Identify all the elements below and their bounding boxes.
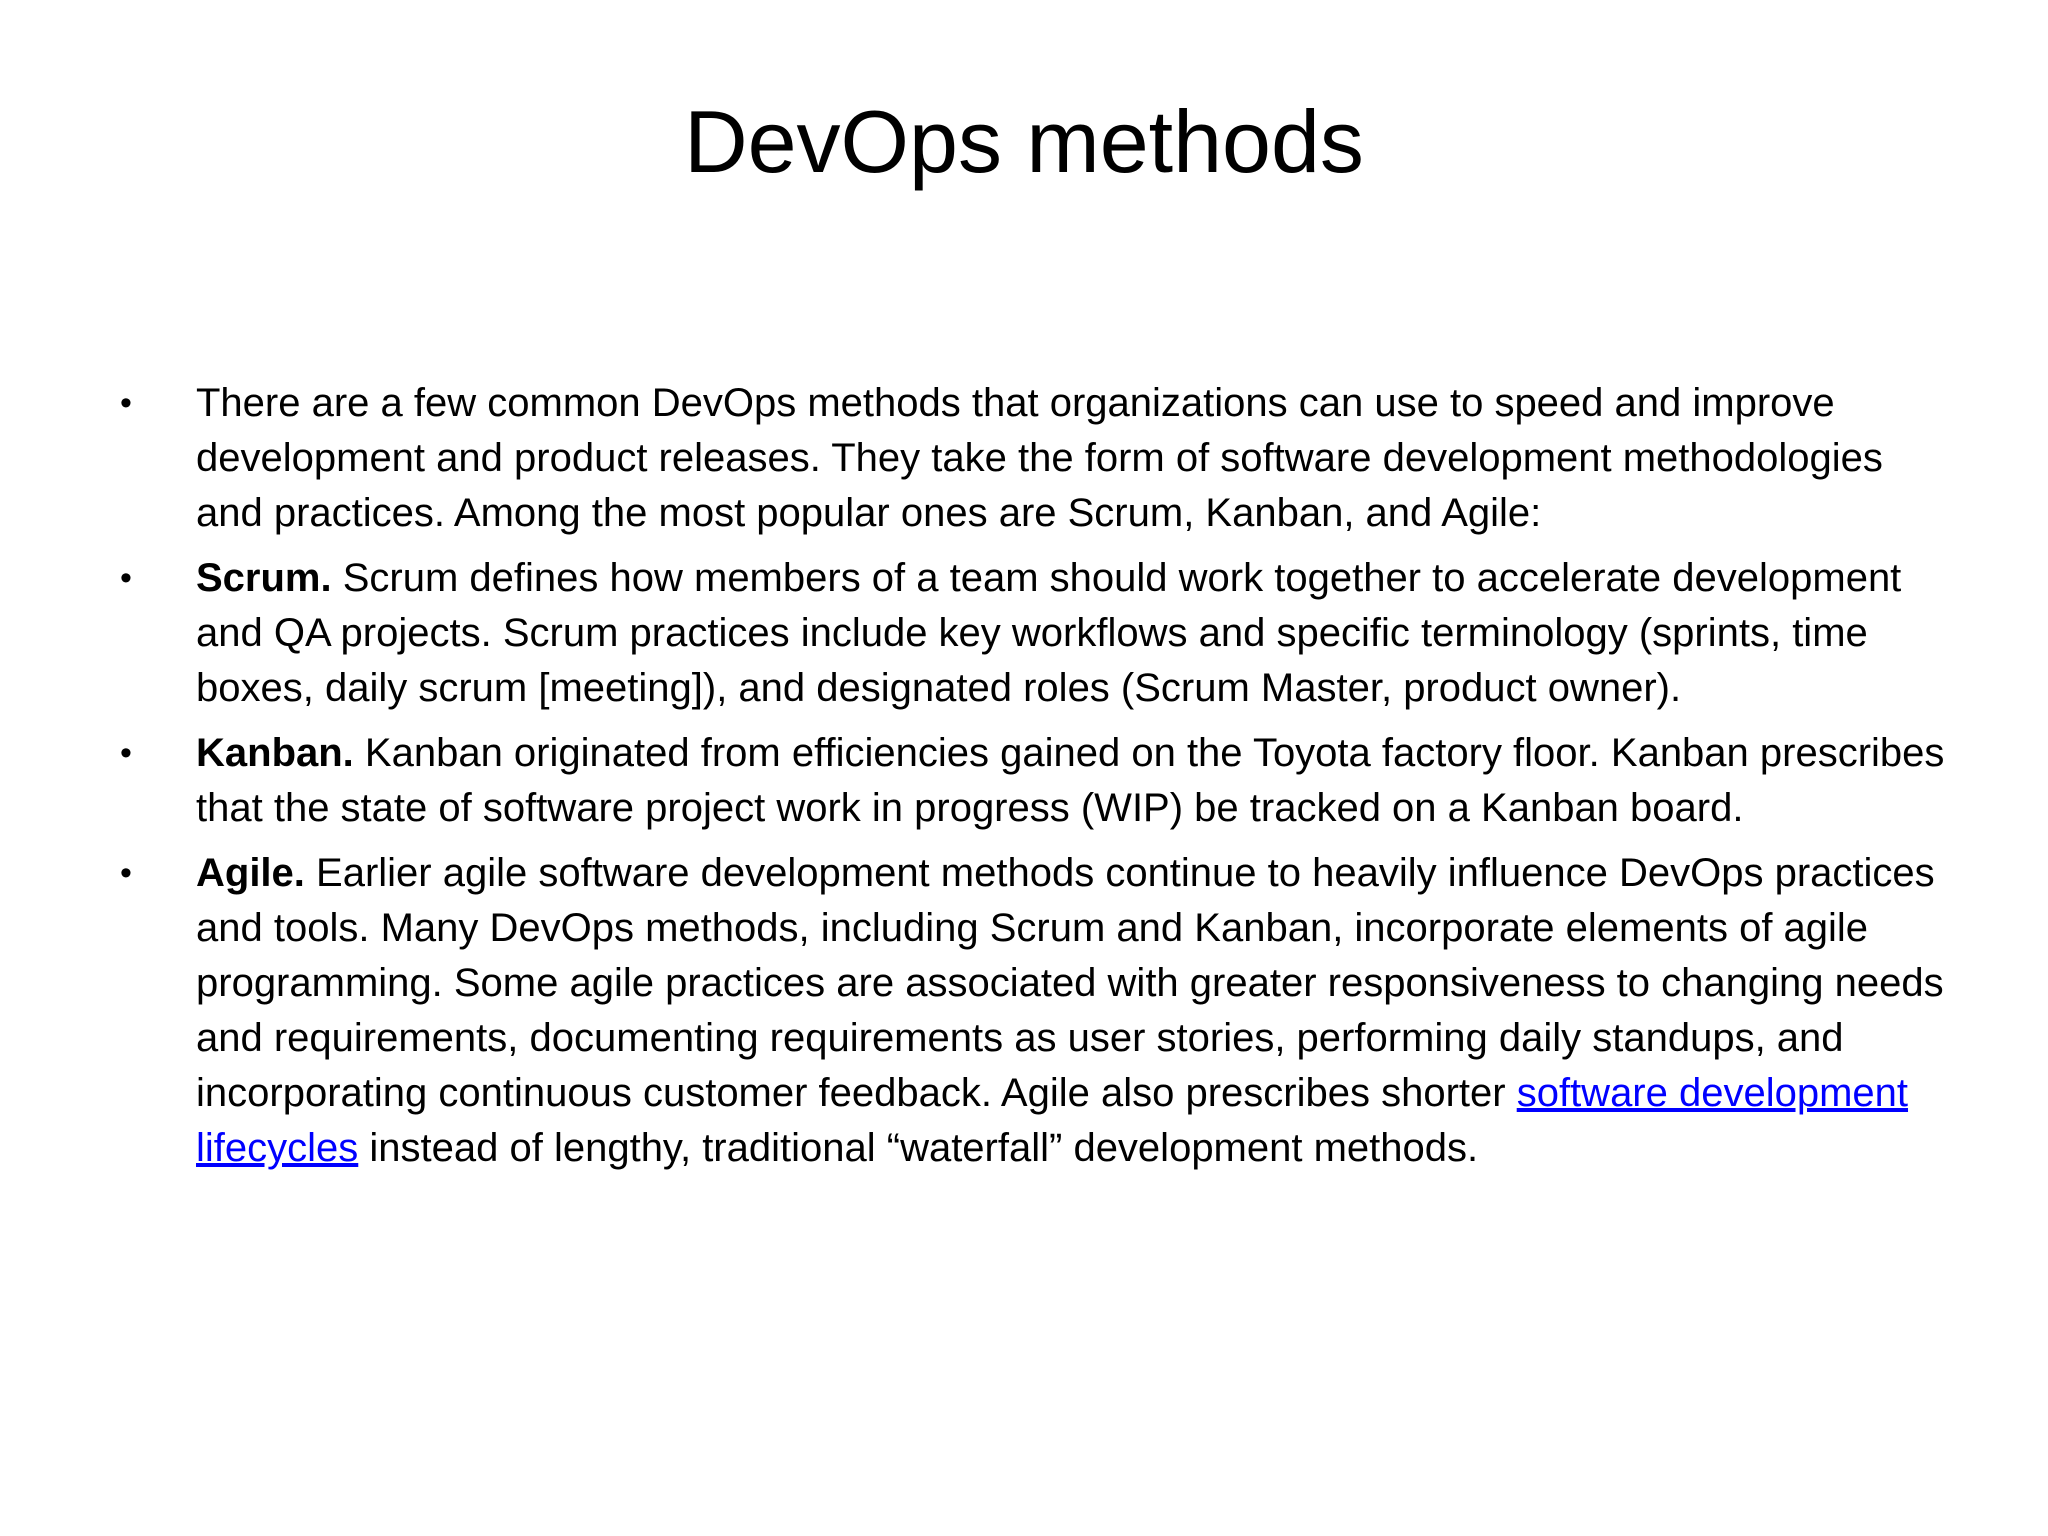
slide-title: DevOps methods [684,92,1364,191]
bullet-intro [120,376,1960,541]
bullet-dot-icon: • [120,384,132,422]
bullet-kanban-term: Kanban. [196,731,354,775]
bullet-scrum [120,551,1960,716]
bullet-intro-text: There are a few common DevOps methods that organizations can use to speed and improve development and product releases. They take the form of software development methodologies and practices. Among the most popular ones are Scrum, Kanban, and Agile: [196,381,1883,535]
bullet-dot-icon: • [120,734,132,772]
sdlc-link[interactable]: software development lifecycles [196,1071,1909,1170]
bullet-kanban-text: Kanban originated from efficiencies gained on the Toyota factory floor. Kanban prescribes that the state of software project work in progress (WIP) be tracked on a Kanban board. [196,731,1945,830]
bullet-scrum-term: Scrum. [196,556,332,600]
bullet-agile-text-before-link: Earlier agile software development methods continue to heavily influence DevOps practices and tools. Many DevOps methods, including Scrum and Kanban, incorporate elements of agile programming. Some agile practices are associated with greater responsiveness to changing needs and requirements, documenting requirements as user stories, performing daily standups, and incorporating continuous customer feedback. Agile also prescribes shorter [196,851,1944,1115]
bullet-kanban [120,726,1960,836]
bullet-agile-term: Agile. [196,851,305,895]
bullet-dot-icon: • [120,559,132,597]
bullet-agile-text-after-link: instead of lengthy, traditional “waterfall” development methods. [358,1126,1479,1170]
bullet-list [120,376,1960,1186]
bullet-dot-icon: • [120,854,132,892]
bullet-scrum-text: Scrum defines how members of a team should work together to accelerate development and QA projects. Scrum practices include key workflows and specific terminology (sprints, time boxes, daily scrum [meeting]), and designated roles (Scrum Master, product owner). [196,556,1902,710]
bullet-agile [120,846,1960,1176]
